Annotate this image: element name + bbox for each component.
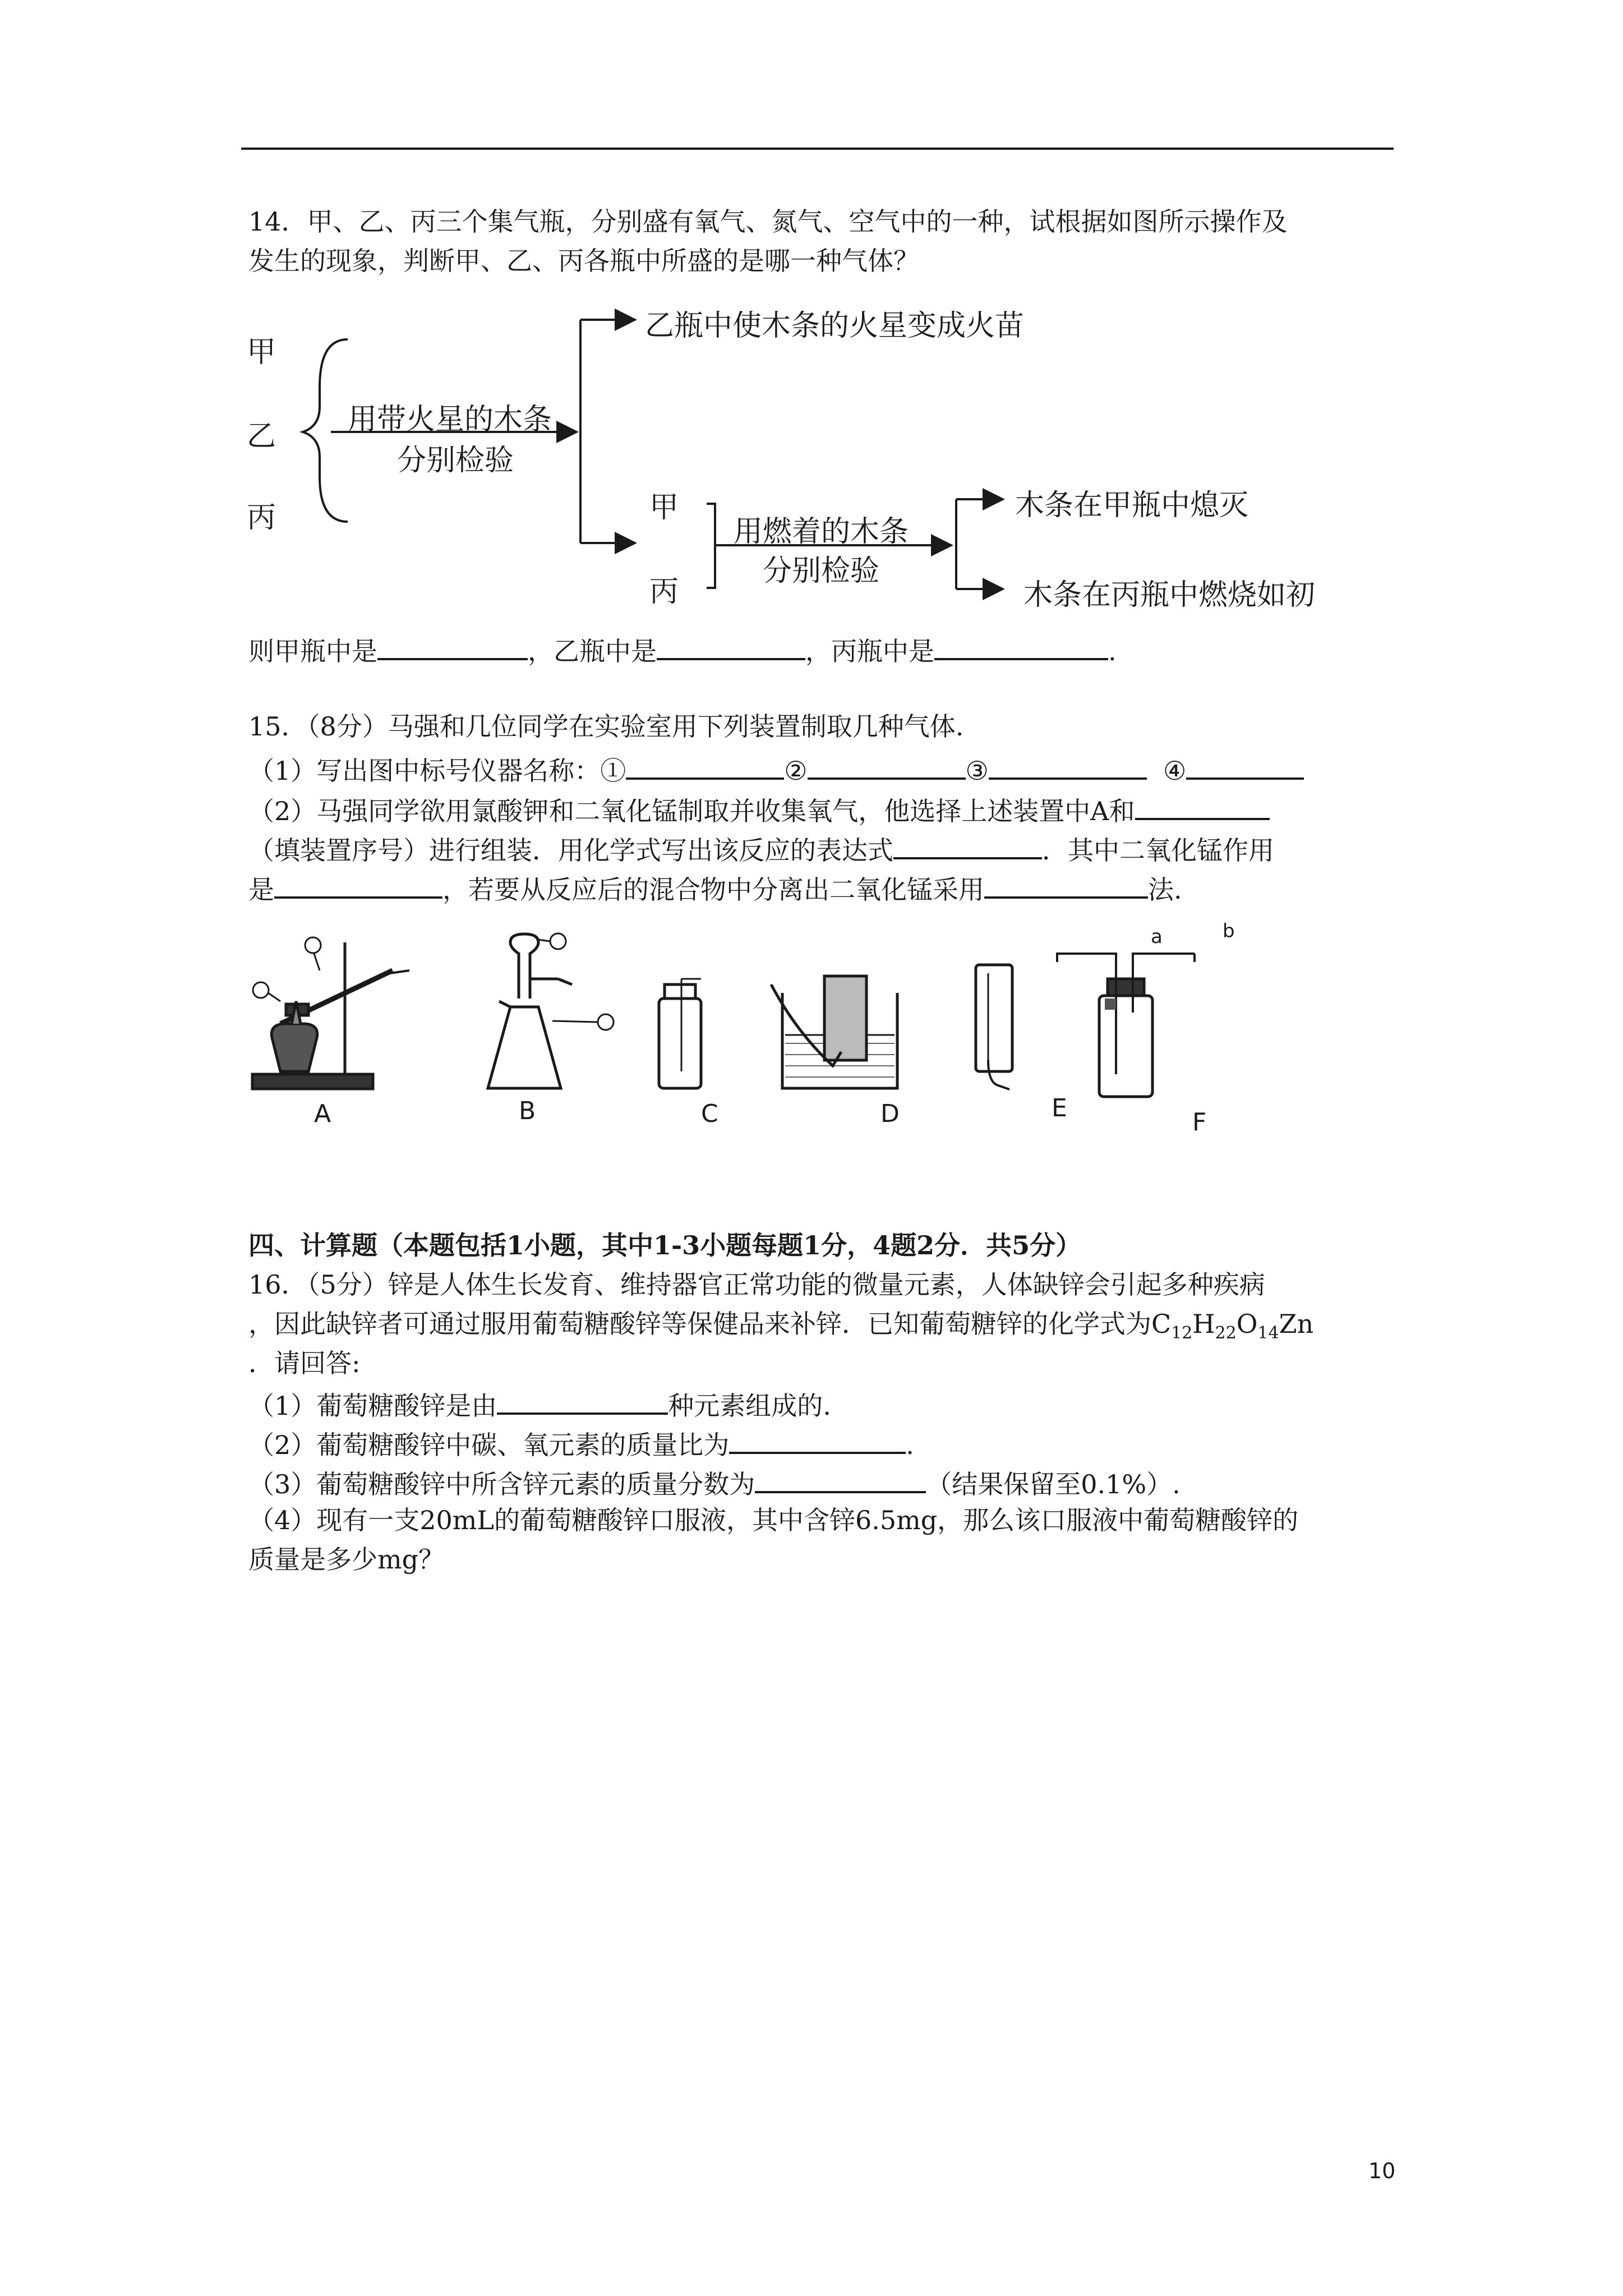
q15-blank-equation (893, 830, 1042, 859)
q16-line2-text: ，因此缺锌者可通过服用葡萄糖酸锌等保健品来补锌．已知葡萄糖锌的化学式为 (248, 1309, 1151, 1339)
q16-sub1 (248, 1386, 831, 1423)
q14-line2: 发生的现象，判断甲、乙、丙各瓶中所盛的是哪一种气体？ (248, 246, 919, 276)
q15-sub2-line2b: ．其中二氧化锰作用 (1042, 835, 1274, 866)
q15-blank-method (984, 869, 1148, 899)
q16-blank-ratio (729, 1425, 906, 1454)
flow-bottle-yi: 乙 (247, 420, 276, 453)
q14-line1: 14．甲、乙、丙三个集气瓶，分别盛有氧气、氮气、空气中的一种，试根据如图所示操作及 (248, 206, 1288, 237)
q14-answer-jia-label: 则甲瓶中是 (248, 636, 377, 666)
flow-sub-bottle-bing: 丙 (649, 575, 679, 609)
flow-bottle-bing: 丙 (247, 501, 276, 535)
header-rule (241, 148, 1394, 150)
q14-blank-bing (934, 631, 1108, 660)
q15-mark3: ③ (965, 756, 989, 786)
page-number: 10 (1368, 2159, 1396, 2183)
q15-mark1: ① (600, 756, 626, 786)
apparatus-label-a: A (314, 1099, 331, 1128)
q16-sub1b: 种元素组成的. (668, 1391, 831, 1421)
apparatus-b (488, 933, 614, 1088)
q15-sub2-line2 (248, 830, 1274, 867)
flow-bottle-jia: 甲 (247, 335, 276, 369)
q15-sub2-line1-text: （2）马强同学欲用氯酸钾和二氧化锰制取并收集氧气，他选择上述装置中A和 (248, 796, 1135, 826)
q16-sub3b: （结果保留至0.1%）. (926, 1469, 1181, 1499)
apparatus-f (1057, 954, 1195, 1097)
q16-sub4-line1: （4）现有一支20mL的葡萄糖酸锌口服液，其中含锌6.5mg，那么该口服液中葡萄糖酸锌的 (248, 1505, 1299, 1535)
apparatus-a (252, 937, 409, 1089)
q15-blank-1 (626, 751, 784, 780)
apparatus-d (771, 976, 897, 1088)
q15-sub2-line2a: （填装置序号）进行组装．用化学式写出该反应的表达式 (248, 835, 893, 866)
apparatus-e (976, 965, 1012, 1089)
q16-sub3 (248, 1464, 1181, 1501)
flow-sub-bottle-jia: 甲 (649, 491, 679, 524)
q14-answer-line (248, 631, 1117, 668)
flow-step1-line2: 分别检验 (397, 444, 514, 477)
q15-apparatus-figure (247, 920, 1290, 1144)
q15-mark2: ② (784, 756, 808, 786)
apparatus-label-f: F (1192, 1108, 1207, 1137)
q16-line2 (248, 1307, 1313, 1350)
q14-answer-bing-label: ，丙瓶中是 (805, 636, 934, 666)
q16-blank-elements (497, 1386, 668, 1415)
apparatus-label-b: B (519, 1097, 536, 1125)
q15-blank-device (1135, 791, 1270, 820)
flow-step2-line1: 用燃着的木条 (734, 515, 909, 549)
q16-blank-fraction (755, 1464, 926, 1493)
q16-sub4-line2: 质量是多少mg？ (248, 1544, 445, 1575)
apparatus-tube-a: a (1151, 926, 1163, 948)
section4-heading: 四、计算题（本题包括1小题，其中1-3小题每题1分，4题2分．共5分） (248, 1230, 1082, 1260)
q15-sub2-line3b: ，若要从反应后的混合物中分离出二氧化锰采用 (442, 875, 984, 905)
q16-line3: ．请回答: (248, 1348, 361, 1378)
apparatus-tube-b: b (1223, 920, 1235, 942)
apparatus-drawing (247, 931, 1290, 1144)
q15-mark4: ④ (1163, 756, 1187, 786)
apparatus-label-e: E (1052, 1094, 1067, 1122)
flow-result-yi: 乙瓶中使木条的火星变成火苗 (645, 309, 1025, 343)
flow-step1-line1: 用带火星的木条 (348, 403, 552, 436)
q14-blank-jia (377, 631, 528, 660)
q16-formula: $C_{12}H_{22}O_{14}Zn$ (1151, 1309, 1314, 1343)
q15-sub2-line1 (248, 791, 1270, 828)
q14-blank-yi (657, 631, 805, 660)
q15-sub2-line3a: 是 (248, 875, 274, 905)
q15-blank-2 (808, 751, 966, 780)
apparatus-label-d: D (880, 1099, 900, 1128)
apparatus-c (659, 979, 701, 1088)
q15-sub2-line3 (248, 869, 1182, 907)
q16-line1: 16．（5分）锌是人体生长发育、维持器官正常功能的微量元素，人体缺锌会引起多种疾病 (248, 1269, 1265, 1300)
flow-result-jia: 木条在甲瓶中熄灭 (1015, 489, 1249, 522)
q15-sub2-line3c: 法. (1148, 875, 1182, 905)
q16-sub2b: . (906, 1430, 914, 1460)
q14-flowchart (247, 292, 1402, 612)
flow-result-bing: 木条在丙瓶中燃烧如初 (1023, 578, 1316, 612)
q15-line1: 15．（8分）马强和几位同学在实验室用下列装置制取几种气体. (248, 711, 964, 742)
q15-sub1 (248, 751, 1304, 788)
q16-sub2 (248, 1425, 914, 1462)
q16-sub1a: （1）葡萄糖酸锌是由 (248, 1391, 497, 1421)
q14-answer-yi-label: ，乙瓶中是 (528, 636, 657, 666)
q15-blank-4 (1186, 751, 1304, 780)
q15-blank-role (274, 869, 442, 899)
q15-sub1-prefix: （1）写出图中标号仪器名称： (248, 756, 601, 786)
q16-sub2a: （2）葡萄糖酸锌中碳、氧元素的质量比为 (248, 1430, 730, 1460)
q15-blank-3 (989, 751, 1147, 780)
q14-answer-end: . (1108, 636, 1117, 666)
apparatus-label-c: C (701, 1099, 718, 1128)
q16-sub3a: （3）葡萄糖酸锌中所含锌元素的质量分数为 (248, 1469, 755, 1499)
flow-step2-line2: 分别检验 (763, 554, 880, 588)
